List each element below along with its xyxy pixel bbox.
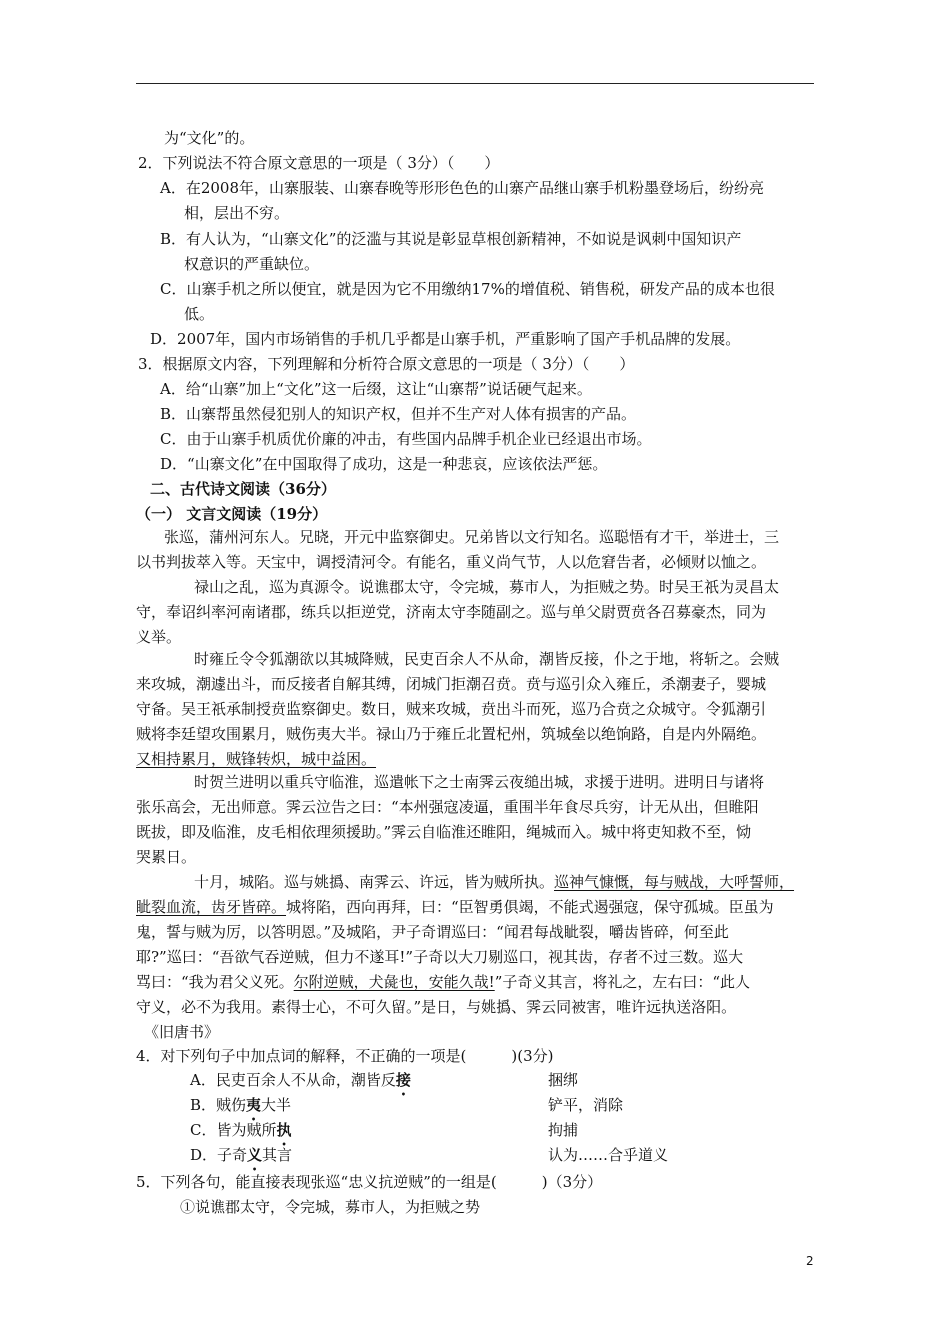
q3-option-b: B．山寨帮虽然侵犯别人的知识产权，但并不生产对人体有损害的产品。 — [160, 405, 637, 423]
underlined-sentence: 眦裂血流，齿牙皆碎。 — [136, 898, 287, 916]
passage-text: 城将陷，西向再拜，曰：“臣智勇俱竭，不能式遏强寇，保守孤城。臣虽为 — [286, 898, 774, 916]
passage-line: 张乐高会，无出师意。霁云泣告之曰：“本州强寇凌逼，重围半年食尽兵穷，计无从出，但睢阳 — [136, 798, 759, 816]
text-line: 权意识的严重缺位。 — [184, 255, 320, 273]
q2-option-a: A．在2008年，山寨服装、山寨春晚等形形色色的山寨产品继山寨手机粉墨登场后，纷纷亮 — [160, 179, 765, 197]
text-line: 为“文化”的。 — [164, 129, 255, 147]
passage-line: 耶?”巡曰：“吾欲气吞逆贼，但力不遂耳!”子奇以大刀剔巡口，视其齿，存者不过三数。巡大 — [136, 948, 744, 966]
passage-line: 禄山之乱，巡为真源令。说谯郡太守，令完城，募市人，为拒贼之势。时吴王祇为灵昌太 — [194, 578, 780, 596]
q3-option-d: D．“山寨文化”在中国取得了成功，这是一种悲哀，应该依法严惩。 — [160, 455, 608, 473]
q4-option-a-answer: 捆绑 — [548, 1071, 579, 1089]
passage-line: 守，奉诏纠率河南诸郡，练兵以拒逆党，济南太守李随副之。巡与单父尉贾贲各召募豪杰，同为 — [136, 603, 767, 621]
passage-line: 以书判拔萃入等。天宝中，调授清河令。有能名，重义尚气节，人以危窘告者，必倾财以恤之。 — [136, 553, 767, 571]
header-rule — [136, 83, 814, 84]
option-text: D．子奇 — [190, 1146, 248, 1164]
q4-option-d — [190, 1145, 870, 1174]
source-citation: 《旧唐书》 — [144, 1023, 220, 1041]
passage-line: 时雍丘令令狐潮欲以其城降贼，民吏百余人不从命，潮皆反接，仆之于地，将斩之。会贼 — [194, 650, 780, 668]
passage-line: 张巡，蒲州河东人。兄晓，开元中监察御史。兄弟皆以文行知名。巡聪悟有才干，举进士，三 — [164, 528, 780, 546]
passage-line — [194, 872, 874, 892]
question-2: 2．下列说法不符合原文意思的一项是（ 3分）（ ） — [138, 154, 500, 172]
passage-line: 时贺兰进明以重兵守临淮，巡遣帐下之士南霁云夜缒出城，求援于进明。进明日与诸将 — [194, 773, 765, 791]
passage-line — [136, 897, 816, 917]
option-text: A．民吏百余人不从命，潮皆反 — [190, 1071, 396, 1089]
passage-line: 义举。 — [136, 628, 182, 646]
passage-line: 既拔，即及临淮，皮毛相依理须援助。”霁云自临淮还睢阳，绳城而入。城中将吏知救不至，恸 — [136, 823, 752, 841]
passage-line — [136, 972, 816, 992]
text-line: 低。 — [184, 305, 215, 323]
q2-option-b: B．有人认为，“山寨文化”的泛滥与其说是彰显草根创新精神，不如说是讽刺中国知识产 — [160, 230, 742, 248]
underlined-sentence: 又相持累月，贼锋转炽，城中益困。 — [136, 750, 377, 768]
passage-text: 十月，城陷。巡与姚撝、南霁云、许远，皆为贼所执。 — [194, 873, 555, 891]
passage-text: ”子奇义其言，将礼之，左右曰：“此人 — [494, 973, 751, 991]
text-line: 相，层出不穷。 — [184, 204, 290, 222]
underlined-sentence: 巡神气慷慨，每与贼战，大呼誓师， — [554, 873, 795, 891]
dotted-word: 义 — [247, 1146, 263, 1164]
dotted-word: 接 — [395, 1071, 411, 1089]
passage-line: 哭累日。 — [136, 848, 197, 866]
question-5: 5．下列各句，能直接表现张巡“忠义抗逆贼”的一组是( )（3分） — [136, 1173, 603, 1191]
q4-option-d-answer: 认为……合乎道义 — [548, 1146, 669, 1164]
passage-line: 守备。吴王祇承制授贲监察御史。数日，贼来攻城，贲出斗而死，巡乃合贲之众城守。令狐潮引 — [136, 700, 767, 718]
option-text: 大半 — [261, 1096, 292, 1114]
option-text: C．皆为贼所 — [190, 1121, 277, 1139]
q2-option-d: D．2007年，国内市场销售的手机几乎都是山寨手机，严重影响了国产手机品牌的发展。 — [150, 330, 741, 348]
dotted-word: 夷 — [246, 1096, 262, 1114]
option-text: B．贼伤 — [190, 1096, 247, 1114]
q2-option-c: C．山寨手机之所以便宜，就是因为它不用缴纳17%的增值税、销售税，研发产品的成本也很 — [160, 280, 775, 298]
q3-option-c: C．由于山寨手机质优价廉的冲击，有些国内品牌手机企业已经退出市场。 — [160, 430, 652, 448]
subsection-heading: （一） 文言文阅读（19分） — [136, 505, 328, 523]
dotted-word: 执 — [276, 1121, 292, 1139]
q4-option-c-answer: 拘捕 — [548, 1121, 579, 1139]
q5-item-1: ①说谯郡太守，令完城，募市人，为拒贼之势 — [180, 1198, 481, 1216]
passage-line: 来攻城，潮遽出斗，而反接者自解其缚，闭城门拒潮召贲。贲与巡引众入雍丘，杀潮妻子，婴城 — [136, 675, 767, 693]
passage-line: 鬼，誓与贼为厉，以答明恩。”及城陷，尹子奇谓巡曰：“闻君每战眦裂，嚼齿皆碎，何至此 — [136, 923, 729, 941]
underlined-sentence: 尔附逆贼，犬彘也，安能久哉! — [293, 973, 495, 991]
section-heading: 二、古代诗文阅读（36分） — [150, 480, 336, 498]
passage-text: 骂曰：“我为君父义死。 — [136, 973, 294, 991]
passage-line: 贼将李廷望攻围累月，贼伤夷大半。禄山乃于雍丘北置杞州，筑城垒以绝饷路，自是内外隔绝。 — [136, 725, 767, 743]
option-text: 其言 — [262, 1146, 293, 1164]
q3-option-a: A．给“山寨”加上“文化”这一后缀，这让“山寨帮”说话硬气起来。 — [160, 380, 592, 398]
question-4: 4．对下列句子中加点词的解释，不正确的一项是( )(3分) — [136, 1047, 554, 1065]
page-number: 2 — [806, 1254, 814, 1268]
q4-option-b-answer: 铲平，消除 — [548, 1096, 624, 1114]
question-3: 3．根据原文内容，下列理解和分析符合原文意思的一项是（ 3分）（ ） — [138, 355, 635, 373]
passage-line: 守义，必不为我用。素得士心，不可久留。”是日，与姚撝、霁云同被害，唯许远执送洛阳。 — [136, 998, 737, 1016]
